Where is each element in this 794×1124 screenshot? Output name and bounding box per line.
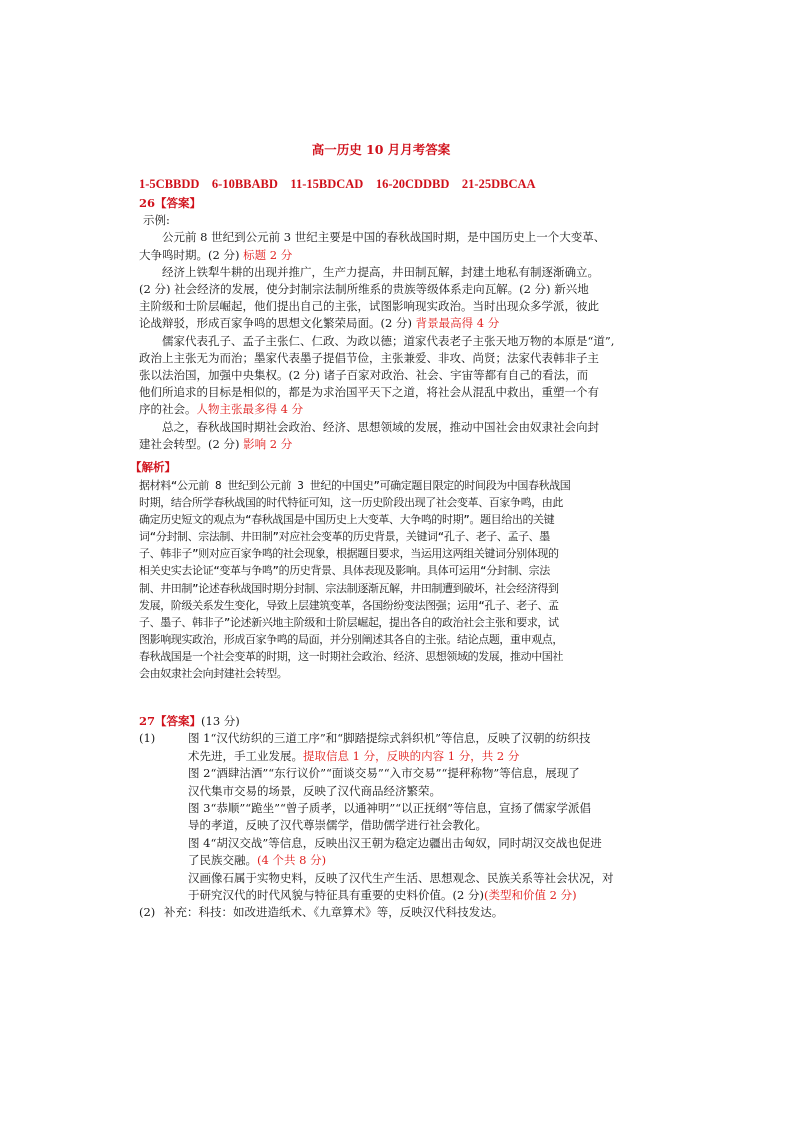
q26-p4-text: 建社会转型。(2 分): [139, 436, 240, 451]
q26-p2-note: 背景最高得 4 分: [415, 316, 500, 331]
q26-example-label: 示例:: [143, 213, 170, 228]
q27-answer-label: 27【答案】: [139, 714, 202, 728]
q26-p2-text: 论战辩驳，形成百家争鸣的思想文化繁荣局面。(2 分): [139, 316, 412, 331]
q27-part2-line: [139, 904, 659, 921]
multiple-choice-answers: 1-5CBBDD 6-10BBABD 11-15BDCAD 16-20CDDBD 21-25DBCAA: [139, 177, 536, 191]
q26-p3-line1: 儒家代表孔子、孟子主张仁、仁政、为政以德；道家代表老子主张天地万物的本原是“道”,: [162, 333, 615, 348]
q26-answer-label: 26【答案】: [139, 196, 202, 210]
analysis-line: 子、墨子、韩非子”论述新兴地主阶级和士阶层崛起，提出各自的政治社会主张和要求，试: [139, 615, 559, 629]
analysis-line: 词“分封制、宗法制、井田制”对应社会变革的历史背景，关键词“孔子、老子、孟子、墨: [139, 530, 550, 544]
q26-p1-line1: 公元前 8 世纪到公元前 3 世纪主要是中国的春秋战国时期，是中国历史上一个大变革、: [162, 230, 606, 245]
q26-analysis-text: [139, 477, 659, 682]
q27-part2-text: 补充：科技：如改进造纸术、《九章算术》等，反映汉代科技发达。: [164, 905, 504, 920]
q27-fig3-line2: 导的孝道，反映了汉代尊崇儒学，借助儒学进行社会教化。: [188, 818, 487, 833]
q27-conclusion-line2: [139, 887, 659, 904]
q27-fig3-line1: 图 3“恭顺”“跪坐”“曾子质孝，以通神明”“以正抚纲”等信息，宣扬了儒家学派倡: [188, 801, 592, 816]
q27-fig1-note: 提取信息 1 分，反映的内容 1 分，共 2 分: [303, 748, 520, 763]
q26-p3-line4: 他们所追求的目标是相似的，都是为求治国平天下之道，将社会从混乱中救出，重塑一个有: [139, 385, 599, 400]
q27-concl-text2: 于研究汉代的时代风貌与特征具有重要的史料价值。(2 分): [188, 888, 484, 903]
q27-part1-fig1-line1: [139, 730, 659, 747]
q26-p3-text: 序的社会。: [139, 402, 197, 417]
q27-concl-note: (类型和价值 2 分): [483, 888, 577, 903]
q26-analysis-label: 【解析】: [130, 460, 176, 474]
q27-fig4-text2: 了民族交融。: [188, 853, 257, 868]
analysis-line: 春秋战国是一个社会变革的时期，这一时期社会政治、经济、思想领域的发展，推动中国社: [139, 649, 563, 663]
q26-p3-note: 人物主张最多得 4 分: [196, 402, 304, 417]
analysis-line: 发展，阶级关系发生变化，导致上层建筑变革，各国纷纷变法图强；运用“孔子、老子、孟: [139, 598, 559, 612]
q26-p2-line4: [139, 315, 654, 332]
analysis-line: 子、韩非子”则对应百家争鸣的社会现象，根据题目要求，当运用这两组关键词分别体现的: [139, 547, 559, 561]
q26-p4-line2: [139, 436, 654, 453]
q27-conclusion-line1: 汉画像石属于实物史料，反映了汉代生产生活、思想观念、民族关系等社会状况，对: [188, 870, 614, 885]
q26-p4-note: 影响 2 分: [243, 436, 293, 451]
analysis-line: 据材料“公元前 8 世纪到公元前 3 世纪的中国史”可确定题目限定的时间段为中国春秋战国: [139, 479, 571, 492]
q26-p3-line5: [139, 401, 654, 418]
q26-p1-note: 标题 2 分: [243, 247, 293, 262]
analysis-line: 时期，结合所学春秋战国的时代特征可知，这一历史阶段出现了社会变革、百家争鸣，由此: [139, 496, 563, 510]
q26-p4-line1: 总之，春秋战国时期社会政治、经济、思想领域的发展，推动中国社会由奴隶社会向封: [162, 419, 599, 434]
analysis-line: 制、井田制”论述春秋战国时期分封制、宗法制逐渐瓦解，井田制遭到破坏，社会经济得到: [139, 581, 559, 595]
q26-p1-text: 大争鸣时期。(2 分): [139, 247, 240, 262]
q27-fig2-line1: 图 2“酒肆沽酒”“东行议价”“面谈交易”“入市交易”“提秤称物”等信息，展现了: [188, 766, 580, 781]
q26-answer-section: [139, 195, 654, 453]
q27-fig1-line2: [139, 748, 659, 765]
q27-score: (13 分): [201, 714, 240, 728]
q26-p2-line3: 主阶级和士阶层崛起，他们提出自己的主张，试图影响现实政治。当时出现众多学派，彼此: [139, 299, 599, 314]
q27-fig4-line2: [139, 852, 659, 869]
analysis-line: 相关史实去论证“变革与争鸣”的历史背景、具体表现及影响。具体可运用“分封制、宗法: [139, 564, 550, 578]
q27-fig1-text1: 图 1“汉代纺织的三道工序”和“脚踏提综式斜织机”等信息，反映了汉朝的纺织技: [188, 731, 591, 746]
q26-p3-line3: 张以法治国，加强中央集权。(2 分) 诸子百家对政治、社会、宇宙等都有自己的看法，而: [139, 368, 589, 383]
q26-p2-line2: (2 分) 社会经济的发展，使分封制宗法制所维系的贵族等级体系走向瓦解。(2 分) 新兴地: [139, 282, 589, 297]
q27-part2-label: (2): [139, 905, 156, 920]
q27-header: [139, 713, 659, 730]
q27-fig2-line2: 汉代集市交易的场景，反映了汉代商品经济繁荣。: [188, 783, 441, 798]
q27-answer-section: [139, 713, 659, 922]
q27-part1-label: (1): [139, 731, 156, 746]
q27-fig1-text2: 术先进，手工业发展。: [188, 748, 303, 763]
q27-fig4-line1: 图 4“胡汉交战”等信息，反映出汉王朝为稳定边疆出击匈奴，同时胡汉交战也促进: [188, 835, 602, 850]
q27-fig4-note: (4 个共 8 分): [257, 853, 327, 868]
q26-p2-line1: 经济上铁犁牛耕的出现并推广，生产力提高，井田制瓦解，封建土地私有制逐渐确立。: [162, 264, 599, 279]
q26-p1-line2: [139, 247, 654, 264]
analysis-line: 会由奴隶社会向封建社会转型。: [139, 667, 288, 681]
analysis-line: 图影响现实政治，形成百家争鸣的局面，并分别阐述其各自的主张。结论点题，重申观点，: [139, 632, 563, 646]
analysis-line: 确定历史短文的观点为“春秋战国是中国历史上大变革、大争鸣的时期”。题目给出的关键: [139, 513, 555, 527]
q26-p3-line2: 政治上主张无为而治；墨家代表墨子提倡节俭，主张兼爱、非攻、尚贤；法家代表韩非子主: [139, 350, 599, 365]
page-title: 高一历史 10 月月考答案: [311, 142, 451, 157]
